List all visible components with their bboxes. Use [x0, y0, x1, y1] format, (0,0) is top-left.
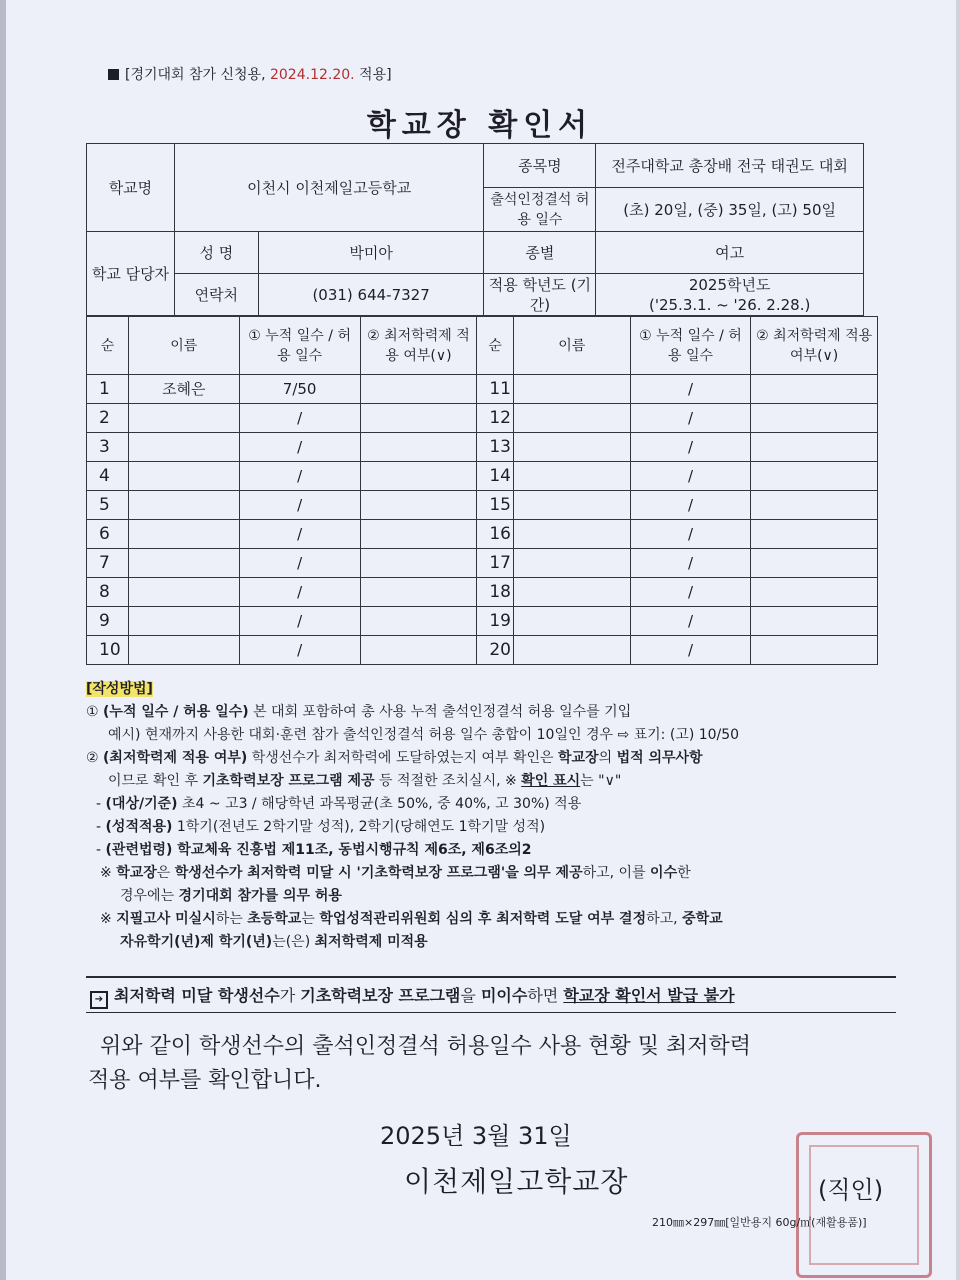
- instruction-1-example: 예시) 현재까지 사용한 대회·훈련 참가 출석인정결석 허용 일수 총합이 10일인 경우 ⇨ 표기: (고) 10/50: [108, 727, 740, 743]
- instruction-2: [86, 747, 906, 770]
- year-label: 적용 학년도 (기간): [484, 274, 596, 316]
- roster-right-no: 11: [477, 375, 514, 404]
- instruction-grades-dash: -: [96, 819, 106, 835]
- warning-program: 기초학력보장 프로그램: [300, 986, 461, 1005]
- header-note-prefix: [경기대회 참가 신청용,: [125, 67, 266, 83]
- issue-date: 2025년 3월 31일: [380, 1122, 572, 1150]
- roster-left-name: [128, 491, 239, 520]
- table-row: [87, 462, 878, 491]
- roster-right-days: /: [630, 578, 751, 607]
- roster-right-min: [751, 578, 878, 607]
- roster-right-name: [514, 578, 631, 607]
- note-2-committee: 학업성적관리위원회 심의 후 최저학력 도달 여부 결정: [319, 911, 647, 927]
- roster-right-no: 18: [477, 578, 514, 607]
- divider-top: [86, 976, 896, 978]
- roster-right-no: 14: [477, 462, 514, 491]
- note-2-particle-2: 는: [301, 911, 320, 927]
- instruction-grades: [86, 816, 906, 839]
- note-1-end: 한: [677, 865, 691, 881]
- roster-right-days: /: [630, 404, 751, 433]
- roster-left-name: [128, 462, 239, 491]
- roster-right-min: [751, 375, 878, 404]
- note-2: [86, 908, 906, 931]
- note-2-elementary: 초등학교: [247, 911, 302, 927]
- period-value: ('25.3.1. ~ '26. 2.28.): [648, 295, 811, 314]
- school-label: 학교명: [87, 144, 175, 232]
- table-row: [87, 578, 878, 607]
- col-days-right: ① 누적 일수 / 허용 일수: [630, 317, 751, 375]
- header-note: [108, 64, 392, 84]
- note-1-principal: 학교장: [116, 865, 157, 881]
- roster-right-name: [514, 375, 631, 404]
- instruction-grades-key: (성적적용): [105, 819, 173, 835]
- principal-name: 이천제일고학교장: [404, 1165, 629, 1198]
- roster-right-name: [514, 520, 631, 549]
- roster-left-days: /: [239, 404, 360, 433]
- roster-right-no: 19: [477, 607, 514, 636]
- contact-value: (031) 644-7327: [258, 274, 484, 316]
- note-2-cont: [86, 931, 906, 954]
- instruction-law-text: 학교체육 진흥법 제11조, 동법시행규칙 제6조, 제6조의2: [172, 842, 532, 858]
- instruction-law-dash: -: [96, 842, 106, 858]
- roster-right-name: [514, 404, 631, 433]
- roster-left-min: [360, 491, 477, 520]
- col-min-right: ② 최저학력제 적용 여부(∨): [751, 317, 878, 375]
- event-value: 전주대학교 총장배 전국 태권도 대회: [596, 144, 864, 188]
- instruction-grades-text: 1학기(전년도 2학기말 성적), 2학기(당해연도 1학기말 성적): [172, 819, 546, 835]
- roster-left-name: [128, 549, 239, 578]
- roster-left-no: 3: [87, 433, 129, 462]
- confirmation-line-2: 적용 여부를 확인합니다.: [88, 1068, 322, 1093]
- roster-right-days: /: [630, 636, 751, 665]
- instruction-1-marker: ①: [86, 704, 104, 720]
- roster-right-min: [751, 636, 878, 665]
- instruction-law-key: (관련법령): [105, 842, 173, 858]
- roster-right-no: 13: [477, 433, 514, 462]
- absence-label: 출석인정결석 허용 일수: [484, 188, 596, 232]
- instruction-target: [86, 793, 906, 816]
- col-no-right: 순: [477, 317, 514, 375]
- square-bullet-icon: [108, 69, 119, 80]
- instruction-2-cont-c: 등 적절한 조치실시, ※: [374, 773, 522, 789]
- year-cell: [596, 274, 864, 316]
- header-note-suffix: 적용]: [359, 67, 392, 83]
- note-2-particle: 하는: [215, 911, 248, 927]
- note-2-cont-free: 자유학기(년)제 학기(년): [120, 934, 273, 950]
- table-row: [87, 433, 878, 462]
- note-1-text: 하고, 이를: [582, 865, 651, 881]
- roster-right-min: [751, 520, 878, 549]
- instruction-2-particle: 의: [598, 750, 617, 766]
- absence-value: (초) 20일, (중) 35일, (고) 50일: [596, 188, 864, 232]
- roster-left-name: [128, 636, 239, 665]
- roster-right-days: /: [630, 433, 751, 462]
- roster-left-no: 10: [87, 636, 129, 665]
- official-seal: [796, 1132, 932, 1278]
- instruction-target-key: (대상/기준): [105, 796, 178, 812]
- note-1-duty: 학생선수가 최저학력 미달 시 '기초학력보장 프로그램'을 의무 제공: [174, 865, 583, 881]
- name-value: 박미아: [258, 232, 484, 274]
- col-name-right: 이름: [514, 317, 631, 375]
- roster-right-name: [514, 549, 631, 578]
- note-1-complete: 이수: [650, 865, 678, 881]
- roster-left-name: [128, 520, 239, 549]
- note-2-cont-exempt: 최저학력제 미적용: [314, 934, 428, 950]
- roster-right-days: /: [630, 607, 751, 636]
- manager-label: 학교 담당자: [87, 232, 175, 316]
- roster-left-min: [360, 607, 477, 636]
- instruction-2-cont: [86, 770, 906, 793]
- note-1-cont-a: 경우에는: [120, 888, 179, 904]
- note-2-cont-particle: 는(은): [272, 934, 315, 950]
- roster-left-no: 9: [87, 607, 129, 636]
- contact-label: 연락처: [174, 274, 258, 316]
- warning-student: 최저학력 미달 학생선수: [114, 986, 280, 1005]
- note-2-text: 하고,: [646, 911, 683, 927]
- school-value: 이천시 이천제일고등학교: [174, 144, 484, 232]
- roster-right-no: 16: [477, 520, 514, 549]
- warning-particle-3: 하면: [527, 986, 564, 1005]
- col-no-left: 순: [87, 317, 129, 375]
- roster-right-min: [751, 462, 878, 491]
- col-min-left: ② 최저학력제 적용 여부(∨): [360, 317, 477, 375]
- warning-line: [90, 983, 735, 1009]
- roster-left-name: 조혜은: [128, 375, 239, 404]
- col-name-left: 이름: [128, 317, 239, 375]
- table-row: [87, 491, 878, 520]
- instruction-1-text: 본 대회 포함하여 총 사용 누적 출석인정결석 허용 일수를 기입: [248, 704, 632, 720]
- roster-right-name: [514, 491, 631, 520]
- roster-left-no: 5: [87, 491, 129, 520]
- roster-left-no: 6: [87, 520, 129, 549]
- header-note-date: 2024.12.20.: [269, 67, 355, 83]
- instruction-2-text: 학생선수가 최저학력에 도달하였는지 여부 확인은: [247, 750, 558, 766]
- roster-left-days: /: [239, 549, 360, 578]
- roster-right-days: /: [630, 375, 751, 404]
- roster-left-min: [360, 520, 477, 549]
- roster-right-no: 12: [477, 404, 514, 433]
- roster-left-name: [128, 578, 239, 607]
- roster-left-min: [360, 404, 477, 433]
- roster-right-name: [514, 636, 631, 665]
- roster-left-min: [360, 375, 477, 404]
- instruction-law: [86, 839, 906, 862]
- note-1-cont-allow: 경기대회 참가를 의무 허용: [178, 888, 342, 904]
- gender-value: 여고: [596, 232, 864, 274]
- roster-left-no: 7: [87, 549, 129, 578]
- roster-left-min: [360, 433, 477, 462]
- instruction-target-text: 초4 ~ 고3 / 해당학년 과목평균(초 50%, 중 40%, 고 30%) 적용: [177, 796, 582, 812]
- instruction-2-duty: 법적 의무사항: [616, 750, 703, 766]
- roster-left-name: [128, 404, 239, 433]
- document-title: 학교장 확인서: [366, 108, 594, 143]
- roster-right-name: [514, 462, 631, 491]
- col-days-left: ① 누적 일수 / 허용 일수: [239, 317, 360, 375]
- note-2-exam: 지필고사 미실시: [116, 911, 216, 927]
- roster-left-days: /: [239, 636, 360, 665]
- roster-left-days: /: [239, 462, 360, 491]
- roster-right-no: 17: [477, 549, 514, 578]
- roster-left-days: /: [239, 520, 360, 549]
- roster-right-min: [751, 549, 878, 578]
- instructions-heading: [작성방법]: [86, 681, 153, 697]
- divider-bottom: [86, 1012, 896, 1013]
- roster-left-days: /: [239, 578, 360, 607]
- roster-right-min: [751, 404, 878, 433]
- roster-left-name: [128, 433, 239, 462]
- instruction-2-cont-a: 이므로 확인 후: [108, 773, 203, 789]
- table-row: [87, 404, 878, 433]
- instruction-2-cont-e: 는 "∨": [580, 773, 622, 789]
- instruction-2-key: (최저학력제 적용 여부): [103, 750, 248, 766]
- instruction-target-dash: -: [96, 796, 106, 812]
- table-row: [87, 520, 878, 549]
- roster-left-no: 4: [87, 462, 129, 491]
- instruction-2-cont-program: 기초학력보장 프로그램 제공: [202, 773, 375, 789]
- confirmation-line-1: 위와 같이 학생선수의 출석인정결석 허용일수 사용 현황 및 최저학력: [100, 1034, 752, 1059]
- table-row: [87, 549, 878, 578]
- roster-right-days: /: [630, 462, 751, 491]
- roster-left-min: [360, 636, 477, 665]
- seal-label: (직인): [818, 1176, 884, 1204]
- instruction-2-principal: 학교장: [558, 750, 599, 766]
- roster-right-no: 15: [477, 491, 514, 520]
- paper-spec-footer: 210㎜×297㎜[일반용지 60g/㎡(재활용품)]: [652, 1216, 867, 1229]
- roster-left-days: /: [239, 607, 360, 636]
- instructions: [86, 678, 906, 954]
- roster-right-min: [751, 607, 878, 636]
- warning-result: 학교장 확인서 발급 불가: [563, 986, 735, 1005]
- roster-right-name: [514, 433, 631, 462]
- table-row: [87, 375, 878, 404]
- roster-left-no: 8: [87, 578, 129, 607]
- roster-right-min: [751, 491, 878, 520]
- roster-left-min: [360, 578, 477, 607]
- warning-particle-1: 가: [279, 986, 301, 1005]
- instruction-2-marker: ②: [86, 750, 104, 766]
- table-row: [87, 636, 878, 665]
- year-value: 2025학년도: [688, 275, 771, 294]
- roster-left-days: /: [239, 491, 360, 520]
- roster-left-min: [360, 462, 477, 491]
- roster-left-min: [360, 549, 477, 578]
- roster-right-min: [751, 433, 878, 462]
- roster-right-days: /: [630, 520, 751, 549]
- warning-incomplete: 미이수: [480, 986, 528, 1005]
- roster-right-days: /: [630, 491, 751, 520]
- instruction-1: [86, 701, 906, 724]
- note-2-marker: ※: [100, 911, 117, 927]
- note-2-middle: 중학교: [682, 911, 723, 927]
- event-label: 종목명: [484, 144, 596, 188]
- note-1: [86, 862, 906, 885]
- note-1-marker: ※: [100, 865, 117, 881]
- table-row: [87, 607, 878, 636]
- roster-left-name: [128, 607, 239, 636]
- roster-left-days: /: [239, 433, 360, 462]
- instruction-2-cont-mark: 확인 표시: [521, 773, 581, 789]
- name-label: 성 명: [174, 232, 258, 274]
- confirmation-text: [88, 1030, 888, 1098]
- note-1-particle: 은: [156, 865, 175, 881]
- roster-right-name: [514, 607, 631, 636]
- gender-label: 종별: [484, 232, 596, 274]
- roster-left-no: 1: [87, 375, 129, 404]
- info-table: [86, 143, 864, 316]
- instruction-1-key: (누적 일수 / 허용 일수): [103, 704, 249, 720]
- roster-table: [86, 316, 878, 665]
- roster-left-no: 2: [87, 404, 129, 433]
- roster-right-no: 20: [477, 636, 514, 665]
- note-1-cont: [86, 885, 906, 908]
- roster-left-days: 7/50: [239, 375, 360, 404]
- arrow-box-icon: ➔: [90, 991, 108, 1009]
- roster-right-days: /: [630, 549, 751, 578]
- warning-particle-2: 을: [460, 986, 481, 1005]
